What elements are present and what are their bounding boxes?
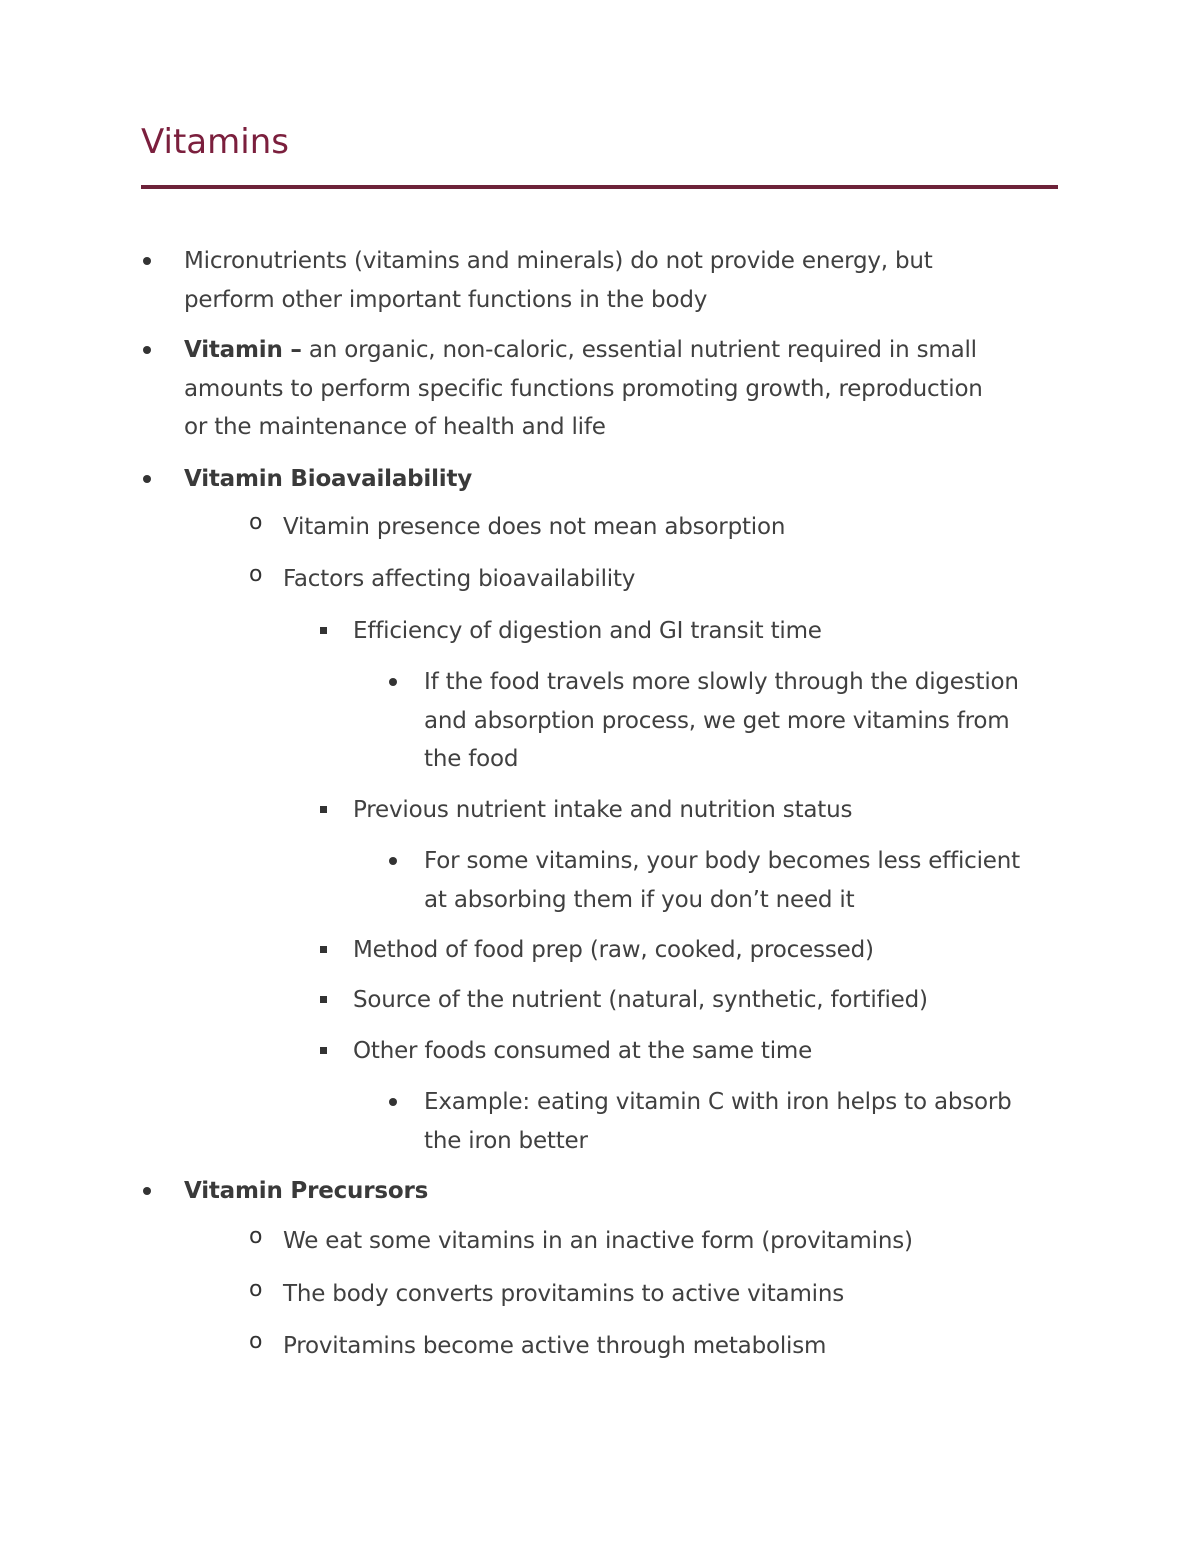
detail-text: the iron better — [424, 1127, 588, 1154]
factor-item — [353, 612, 822, 651]
section-heading: Vitamin Precursors — [184, 1178, 429, 1204]
detail-text: the food — [424, 746, 519, 772]
list-item-text: perform other important functions in the body — [184, 286, 708, 313]
factor-item — [353, 981, 928, 1020]
factor-detail — [424, 663, 1019, 779]
sub-item — [283, 1222, 913, 1261]
circle-bullet: o — [249, 1329, 263, 1354]
sub-item-text: The body converts provitamins to active vitamins — [283, 1281, 844, 1307]
bullet-dot — [389, 1098, 397, 1106]
list-item-precursors — [184, 1172, 428, 1211]
bullet-dot — [143, 475, 151, 483]
factor-item — [353, 791, 852, 830]
factor-text: Method of food prep (raw, cooked, processed) — [353, 937, 874, 963]
bullet-dot — [389, 857, 397, 865]
definition-text: or the maintenance of health and life — [184, 414, 606, 440]
list-item-vitamin-definition — [184, 331, 983, 447]
sub-item-text: Provitamins become active through metabolism — [283, 1333, 827, 1359]
factor-detail — [424, 842, 1020, 919]
sub-item — [283, 508, 785, 547]
detail-text: at absorbing them if you don’t need it — [424, 886, 855, 913]
detail-text: Example: eating vitamin C with iron helps to absorb — [424, 1089, 1012, 1115]
factor-text: Previous nutrient intake and nutrition status — [353, 797, 853, 823]
bullet-dot — [143, 1187, 151, 1195]
square-bullet — [320, 806, 327, 813]
sub-item — [283, 560, 635, 599]
square-bullet — [320, 1047, 327, 1054]
sub-item-text: Factors affecting bioavailability — [283, 566, 636, 592]
list-item-text: Micronutrients (vitamins and minerals) do not provide energy, but — [184, 248, 933, 274]
sub-item-text: Vitamin presence does not mean absorption — [283, 514, 786, 540]
sub-item — [283, 1275, 844, 1314]
square-bullet — [320, 627, 327, 634]
square-bullet — [320, 996, 327, 1003]
detail-text: For some vitamins, your body becomes less efficient — [424, 848, 1020, 874]
factor-text: Source of the nutrient (natural, synthetic, fortified) — [353, 987, 928, 1013]
list-item-bioavailability — [184, 460, 472, 499]
circle-bullet: o — [249, 562, 263, 587]
definition-text: an organic, non-caloric, essential nutrient required in small — [301, 337, 977, 363]
section-heading: Vitamin Bioavailability — [184, 466, 473, 492]
circle-bullet: o — [249, 510, 263, 535]
page-title: Vitamins — [141, 122, 289, 162]
circle-bullet: o — [249, 1224, 263, 1249]
circle-bullet: o — [249, 1277, 263, 1302]
bullet-dot — [143, 257, 151, 265]
bullet-dot — [143, 346, 151, 354]
sub-item-text: We eat some vitamins in an inactive form (provitamins) — [283, 1228, 913, 1254]
factor-text: Efficiency of digestion and GI transit time — [353, 618, 822, 644]
bullet-dot — [389, 678, 397, 686]
term-label: Vitamin – — [184, 337, 302, 363]
title-underline — [141, 185, 1058, 189]
sub-item — [283, 1327, 826, 1366]
list-item-micronutrients — [184, 242, 933, 319]
detail-text: If the food travels more slowly through the digestion — [424, 669, 1019, 695]
factor-text: Other foods consumed at the same time — [353, 1038, 813, 1064]
square-bullet — [320, 946, 327, 953]
factor-item — [353, 931, 874, 970]
factor-item — [353, 1032, 812, 1071]
factor-detail — [424, 1083, 1012, 1160]
detail-text: and absorption process, we get more vitamins from — [424, 707, 1010, 734]
definition-text: amounts to perform specific functions promoting growth, reproduction — [184, 375, 983, 402]
